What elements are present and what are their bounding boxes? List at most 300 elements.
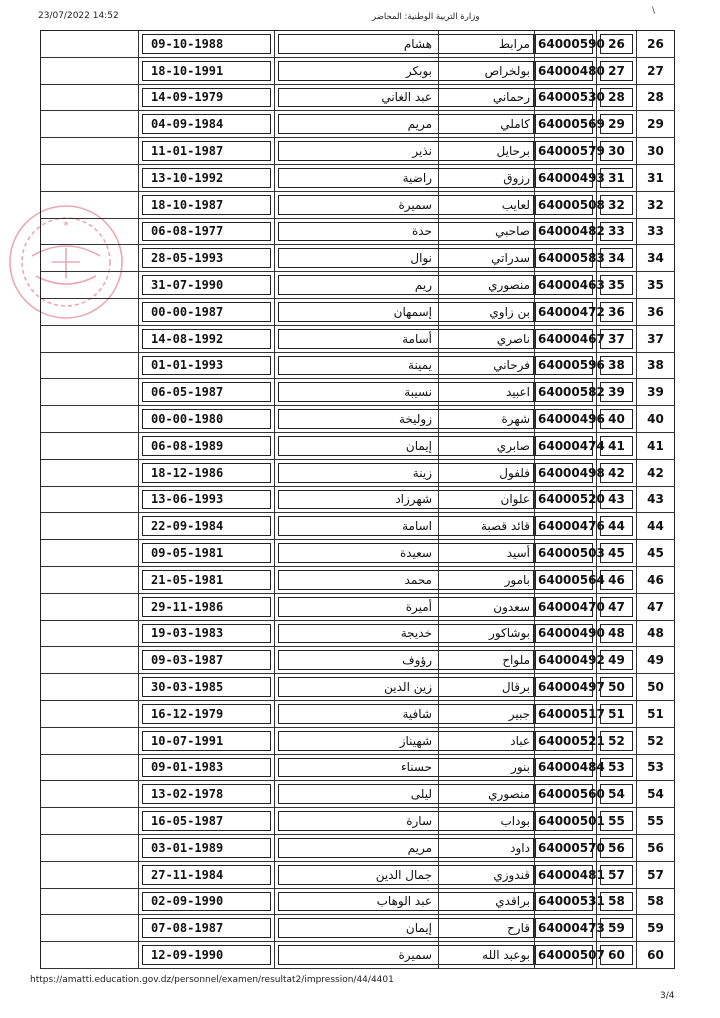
birth-date-text: 27-11-1984 <box>151 867 224 882</box>
notes-cell <box>41 353 139 379</box>
row-index-cell <box>637 353 675 379</box>
first-name-cell <box>275 111 439 137</box>
order-number-cell <box>597 272 637 298</box>
birth-date-cell <box>139 353 275 379</box>
row-index-cell <box>637 406 675 432</box>
last-name-cell <box>439 353 535 379</box>
candidate-code-text: 64000463 <box>538 278 605 293</box>
order-number-cell <box>597 889 637 915</box>
last-name-text: رحماني <box>492 90 530 105</box>
birth-date-text: 16-05-1987 <box>151 814 224 828</box>
last-name-cell <box>439 808 535 834</box>
row-index-text: 26 <box>647 36 664 51</box>
first-name-text: إيمان <box>405 921 432 936</box>
candidate-code-text: 64000508 <box>538 197 605 212</box>
order-number-cell <box>597 540 637 566</box>
candidate-code-text: 64000521 <box>538 733 605 748</box>
birth-date-text: 06-08-1989 <box>151 438 224 453</box>
candidate-code-text: 64000507 <box>538 947 605 962</box>
first-name-cell <box>275 138 439 164</box>
notes-cell <box>41 192 139 218</box>
table-row <box>41 915 675 942</box>
candidate-code-text: 64000481 <box>538 867 605 882</box>
table-row <box>41 621 675 648</box>
row-index-text: 50 <box>647 680 664 695</box>
candidate-code-text: 64000564 <box>538 572 605 587</box>
last-name-cell <box>439 433 535 459</box>
last-name-cell <box>439 272 535 298</box>
candidate-code-cell <box>535 299 605 325</box>
table-row <box>41 58 675 85</box>
svg-text:★: ★ <box>62 219 70 228</box>
first-name-cell <box>275 701 439 727</box>
candidate-code-cell <box>535 728 605 754</box>
row-index-cell <box>637 755 675 781</box>
last-name-cell <box>439 942 535 968</box>
first-name-cell <box>275 460 439 486</box>
last-name-text: قائد قصبة <box>480 519 530 534</box>
row-index-cell <box>637 621 675 647</box>
birth-date-cell <box>139 513 275 539</box>
table-row <box>41 513 675 540</box>
first-name-cell <box>275 272 439 298</box>
last-name-cell <box>439 245 535 271</box>
last-name-text: مرابط <box>498 36 530 51</box>
birth-date-cell <box>139 31 275 57</box>
notes-cell <box>41 755 139 781</box>
first-name-text: عبد الوهاب <box>376 894 432 909</box>
first-name-text: أسامة <box>402 331 432 346</box>
page-url: https://amatti.education.gov.dz/personnel/examen/resultat2/impression/44/4401 <box>30 975 394 985</box>
birth-date-text: 06-05-1987 <box>151 385 224 400</box>
order-number-cell <box>597 808 637 834</box>
candidate-code-text: 64000520 <box>538 492 605 507</box>
birth-date-text: 18-10-1987 <box>151 197 224 212</box>
candidate-code-cell <box>535 245 605 271</box>
row-index-text: 37 <box>647 331 664 346</box>
order-number-text: 57 <box>608 867 625 882</box>
notes-cell <box>41 138 139 164</box>
row-index-text: 27 <box>647 63 664 78</box>
first-name-text: حسناء <box>400 760 432 775</box>
birth-date-cell <box>139 942 275 968</box>
first-name-text: بوبكر <box>405 63 432 78</box>
row-index-text: 60 <box>647 947 664 962</box>
order-number-cell <box>597 567 637 593</box>
first-name-text: جمال الدين <box>375 867 432 882</box>
last-name-cell <box>439 460 535 486</box>
row-index-cell <box>637 942 675 968</box>
row-index-text: 49 <box>647 653 664 668</box>
order-number-text: 31 <box>608 170 625 185</box>
table-row <box>41 192 675 219</box>
table-row <box>41 674 675 701</box>
order-number-cell <box>597 379 637 405</box>
table-row <box>41 138 675 165</box>
last-name-text: شهرة <box>501 412 530 427</box>
birth-date-text: 02-09-1990 <box>151 894 224 909</box>
row-index-text: 34 <box>647 251 664 266</box>
order-number-cell <box>597 326 637 352</box>
last-name-text: قندوزي <box>493 867 530 882</box>
candidate-code-cell <box>535 594 605 620</box>
last-name-text: داود <box>510 840 530 855</box>
first-name-text: أميرة <box>405 599 432 614</box>
order-number-text: 35 <box>608 278 625 293</box>
order-number-cell <box>597 835 637 861</box>
notes-cell <box>41 621 139 647</box>
first-name-cell <box>275 915 439 941</box>
row-index-text: 30 <box>647 144 664 159</box>
order-number-cell <box>597 674 637 700</box>
candidate-code-text: 64000484 <box>538 760 605 775</box>
table-row <box>41 272 675 299</box>
first-name-text: سعيدة <box>399 546 432 561</box>
candidate-code-text: 64000493 <box>538 170 605 185</box>
first-name-cell <box>275 540 439 566</box>
notes-cell <box>41 835 139 861</box>
candidate-code-text: 64000570 <box>538 840 605 855</box>
row-index-cell <box>637 111 675 137</box>
first-name-cell <box>275 487 439 513</box>
order-number-text: 46 <box>608 572 625 587</box>
birth-date-text: 14-09-1979 <box>151 90 224 105</box>
birth-date-text: 31-07-1990 <box>151 278 224 293</box>
table-row <box>41 862 675 889</box>
candidate-code-cell <box>535 513 605 539</box>
order-number-cell <box>597 942 637 968</box>
birth-date-text: 21-05-1981 <box>151 572 224 587</box>
last-name-cell <box>439 781 535 807</box>
notes-cell <box>41 326 139 352</box>
row-index-cell <box>637 165 675 191</box>
notes-cell <box>41 594 139 620</box>
last-name-text: اعبيد <box>505 385 530 400</box>
order-number-text: 48 <box>608 626 625 641</box>
table-row <box>41 85 675 112</box>
birth-date-cell <box>139 58 275 84</box>
first-name-text: عبد الغاني <box>381 90 432 105</box>
first-name-text: إيمان <box>405 438 432 453</box>
order-number-text: 47 <box>608 599 625 614</box>
print-timestamp: 23/07/2022 14:52 <box>38 11 119 21</box>
row-index-text: 33 <box>647 224 664 239</box>
row-index-text: 46 <box>647 572 664 587</box>
row-index-text: 28 <box>647 90 664 105</box>
birth-date-text: 09-05-1981 <box>151 546 224 561</box>
birth-date-cell <box>139 165 275 191</box>
table-row <box>41 111 675 138</box>
table-row <box>41 889 675 916</box>
candidate-code-cell <box>535 326 605 352</box>
birth-date-text: 30-03-1985 <box>151 680 224 695</box>
table-row <box>41 353 675 380</box>
last-name-cell <box>439 594 535 620</box>
first-name-text: شهيناز <box>399 733 432 748</box>
last-name-text: صاحبي <box>495 224 530 239</box>
birth-date-cell <box>139 835 275 861</box>
last-name-cell <box>439 862 535 888</box>
first-name-cell <box>275 192 439 218</box>
order-number-text: 54 <box>608 787 625 802</box>
order-number-cell <box>597 647 637 673</box>
birth-date-text: 19-03-1983 <box>151 626 224 641</box>
last-name-cell <box>439 728 535 754</box>
birth-date-text: 09-01-1983 <box>151 760 224 775</box>
last-name-cell <box>439 379 535 405</box>
row-index-cell <box>637 487 675 513</box>
candidate-code-cell <box>535 353 605 379</box>
row-index-cell <box>637 379 675 405</box>
first-name-cell <box>275 513 439 539</box>
row-index-cell <box>637 192 675 218</box>
birth-date-cell <box>139 674 275 700</box>
birth-date-cell <box>139 85 275 111</box>
last-name-cell <box>439 299 535 325</box>
row-index-cell <box>637 728 675 754</box>
notes-cell <box>41 862 139 888</box>
table-row <box>41 460 675 487</box>
last-name-text: صابري <box>496 438 530 453</box>
notes-cell <box>41 513 139 539</box>
candidate-code-text: 64000583 <box>538 251 605 266</box>
order-number-text: 26 <box>608 36 625 51</box>
notes-cell <box>41 219 139 245</box>
order-number-cell <box>597 31 637 57</box>
last-name-text: سدراتي <box>491 251 530 266</box>
birth-date-cell <box>139 245 275 271</box>
row-index-cell <box>637 540 675 566</box>
first-name-text: شهرزاد <box>395 492 432 507</box>
birth-date-cell <box>139 487 275 513</box>
first-name-text: زوليخة <box>398 412 432 427</box>
row-index-cell <box>637 567 675 593</box>
order-number-text: 36 <box>608 304 625 319</box>
table-row <box>41 781 675 808</box>
candidate-code-cell <box>535 111 605 137</box>
candidate-code-cell <box>535 379 605 405</box>
last-name-cell <box>439 567 535 593</box>
row-index-cell <box>637 219 675 245</box>
last-name-cell <box>439 58 535 84</box>
first-name-text: حدة <box>411 224 432 239</box>
order-number-text: 29 <box>608 117 625 132</box>
table-row <box>41 808 675 835</box>
first-name-cell <box>275 781 439 807</box>
order-number-text: 43 <box>608 492 625 507</box>
row-index-text: 51 <box>647 706 664 721</box>
candidate-code-cell <box>535 862 605 888</box>
table-row <box>41 219 675 246</box>
last-name-cell <box>439 755 535 781</box>
first-name-text: سميرة <box>398 947 432 962</box>
candidate-code-text: 64000470 <box>538 599 605 614</box>
last-name-cell <box>439 138 535 164</box>
candidate-code-cell <box>535 487 605 513</box>
last-name-cell <box>439 406 535 432</box>
birth-date-cell <box>139 701 275 727</box>
candidate-code-cell <box>535 138 605 164</box>
notes-cell <box>41 567 139 593</box>
candidate-code-text: 64000503 <box>538 546 605 561</box>
first-name-cell <box>275 165 439 191</box>
birth-date-text: 04-09-1984 <box>151 117 224 132</box>
row-index-text: 57 <box>647 867 664 882</box>
candidate-code-text: 64000474 <box>538 438 605 453</box>
row-index-cell <box>637 674 675 700</box>
candidate-code-cell <box>535 915 605 941</box>
candidate-code-text: 64000590 <box>538 36 605 51</box>
last-name-cell <box>439 513 535 539</box>
birth-date-cell <box>139 808 275 834</box>
row-index-cell <box>637 647 675 673</box>
first-name-text: هشام <box>403 36 432 51</box>
candidate-code-text: 64000476 <box>538 519 605 534</box>
first-name-text: يمينة <box>408 358 432 373</box>
row-index-cell <box>637 915 675 941</box>
table-row <box>41 647 675 674</box>
birth-date-text: 06-08-1977 <box>151 224 224 239</box>
row-index-text: 43 <box>647 492 664 507</box>
first-name-text: نذير <box>412 144 432 159</box>
first-name-cell <box>275 835 439 861</box>
birth-date-cell <box>139 889 275 915</box>
last-name-text: ناصري <box>496 331 530 346</box>
birth-date-text: 10-07-1991 <box>151 733 224 748</box>
row-index-text: 44 <box>647 519 664 534</box>
order-number-text: 45 <box>608 546 625 561</box>
last-name-text: جبير <box>508 706 530 721</box>
order-number-text: 33 <box>608 224 625 239</box>
birth-date-text: 09-03-1987 <box>151 653 224 668</box>
row-index-text: 31 <box>647 170 664 185</box>
notes-cell <box>41 272 139 298</box>
row-index-text: 38 <box>647 358 664 373</box>
birth-date-cell <box>139 299 275 325</box>
notes-cell <box>41 942 139 968</box>
row-index-cell <box>637 889 675 915</box>
last-name-cell <box>439 192 535 218</box>
birth-date-text: 13-10-1992 <box>151 170 224 185</box>
order-number-text: 60 <box>608 947 625 962</box>
order-number-cell <box>597 460 637 486</box>
first-name-cell <box>275 433 439 459</box>
order-number-text: 49 <box>608 653 625 668</box>
birth-date-cell <box>139 111 275 137</box>
document-header-title: وزارة التربية الوطنية: المحاضر <box>372 12 480 22</box>
first-name-text: مريم <box>407 117 432 132</box>
last-name-cell <box>439 326 535 352</box>
last-name-text: برحايل <box>496 144 530 159</box>
candidate-code-cell <box>535 433 605 459</box>
first-name-cell <box>275 755 439 781</box>
first-name-text: نسيبة <box>404 385 432 400</box>
table-row <box>41 245 675 272</box>
page-number: 3/4 <box>660 991 675 1001</box>
last-name-cell <box>439 915 535 941</box>
order-number-text: 58 <box>608 894 625 909</box>
last-name-text: قارح <box>507 921 530 936</box>
first-name-cell <box>275 406 439 432</box>
notes-cell <box>41 889 139 915</box>
first-name-text: زينة <box>412 465 432 480</box>
row-index-text: 52 <box>647 733 664 748</box>
candidate-code-cell <box>535 808 605 834</box>
candidate-code-text: 64000472 <box>538 304 605 319</box>
birth-date-text: 18-10-1991 <box>151 63 224 78</box>
notes-cell <box>41 245 139 271</box>
last-name-text: كاملي <box>500 117 530 132</box>
results-table <box>40 30 675 969</box>
birth-date-cell <box>139 781 275 807</box>
candidate-code-text: 64000492 <box>538 653 605 668</box>
birth-date-text: 18-12-1986 <box>151 465 224 480</box>
birth-date-cell <box>139 326 275 352</box>
candidate-code-cell <box>535 58 605 84</box>
last-name-cell <box>439 540 535 566</box>
notes-cell <box>41 808 139 834</box>
candidate-code-cell <box>535 540 605 566</box>
notes-cell <box>41 111 139 137</box>
candidate-code-text: 64000560 <box>538 787 605 802</box>
first-name-text: سميرة <box>398 197 432 212</box>
candidate-code-text: 64000482 <box>538 224 605 239</box>
first-name-cell <box>275 379 439 405</box>
birth-date-cell <box>139 647 275 673</box>
candidate-code-cell <box>535 889 605 915</box>
order-number-cell <box>597 58 637 84</box>
candidate-code-cell <box>535 674 605 700</box>
birth-date-cell <box>139 192 275 218</box>
first-name-cell <box>275 58 439 84</box>
candidate-code-cell <box>535 85 605 111</box>
order-number-text: 56 <box>608 840 625 855</box>
order-number-cell <box>597 219 637 245</box>
first-name-cell <box>275 326 439 352</box>
candidate-code-text: 64000473 <box>538 921 605 936</box>
notes-cell <box>41 460 139 486</box>
birth-date-cell <box>139 219 275 245</box>
birth-date-cell <box>139 915 275 941</box>
row-index-cell <box>637 58 675 84</box>
last-name-text: برقال <box>501 680 530 695</box>
first-name-text: رؤوف <box>402 653 432 668</box>
first-name-cell <box>275 567 439 593</box>
table-row <box>41 701 675 728</box>
table-row <box>41 594 675 621</box>
row-index-cell <box>637 31 675 57</box>
candidate-code-cell <box>535 460 605 486</box>
candidate-code-text: 64000496 <box>538 412 605 427</box>
order-number-cell <box>597 487 637 513</box>
order-number-cell <box>597 85 637 111</box>
birth-date-cell <box>139 728 275 754</box>
row-index-text: 32 <box>647 197 664 212</box>
birth-date-text: 13-06-1993 <box>151 492 224 507</box>
notes-cell <box>41 540 139 566</box>
order-number-cell <box>597 781 637 807</box>
last-name-text: فلفول <box>499 465 530 480</box>
candidate-code-text: 64000498 <box>538 465 605 480</box>
first-name-text: زين الدين <box>384 680 432 695</box>
first-name-cell <box>275 674 439 700</box>
order-number-text: 50 <box>608 680 625 695</box>
candidate-code-text: 64000501 <box>538 814 605 828</box>
first-name-cell <box>275 647 439 673</box>
birth-date-cell <box>139 862 275 888</box>
birth-date-cell <box>139 460 275 486</box>
table-row <box>41 433 675 460</box>
